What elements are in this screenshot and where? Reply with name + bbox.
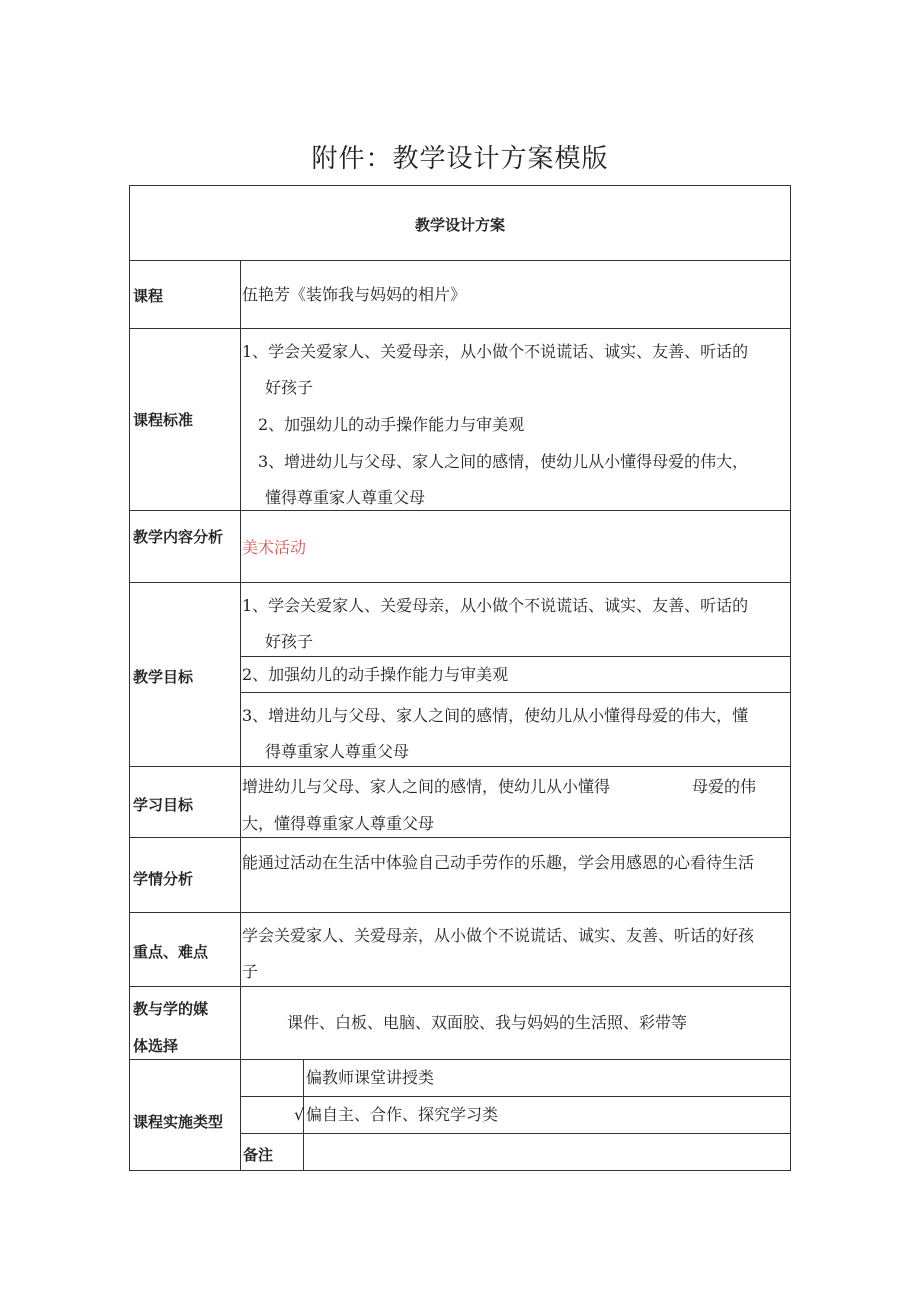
standard-item-3: 3、增进幼儿与父母、家人之间的感情，使幼儿从小懂得母爱的伟大， [258, 452, 749, 471]
objective-item-1: 1、学会关爱家人、关爱母亲，从小做个不说谎话、诚实、友善、听话的 [242, 596, 749, 615]
standard-item-1-cont: 好孩子 [265, 378, 314, 397]
standard-item-2: 2、加强幼儿的动手操作能力与审美观 [258, 415, 525, 434]
row-divider [130, 260, 790, 261]
row-divider [130, 1059, 790, 1060]
media-value: 课件、白板、电脑、双面胶、我与妈妈的生活照、彩带等 [287, 1013, 688, 1032]
objectives-label: 教学目标 [133, 668, 194, 686]
media-label-line1: 教与学的媒 [133, 1000, 209, 1018]
option-2-text: 偏自主、合作、探究学习类 [306, 1105, 499, 1124]
course-value: 伍艳芳《装饰我与妈妈的相片》 [242, 285, 467, 304]
content-analysis-value: 美术活动 [242, 538, 307, 557]
standard-item-1: 1、学会关爱家人、关爱母亲，从小做个不说谎话、诚实、友善、听话的 [242, 342, 749, 361]
learning-goals-line2: 大，懂得尊重家人尊重父母 [242, 814, 435, 833]
learning-goals-label: 学习目标 [133, 796, 194, 814]
row-divider [130, 912, 790, 913]
objective-item-3-cont: 得尊重家人尊重父母 [265, 742, 410, 761]
lesson-plan-table [129, 185, 791, 1171]
objective-item-1-cont: 好孩子 [265, 632, 314, 651]
option-2-check[interactable]: √ [294, 1105, 305, 1124]
learner-analysis-value: 能通过活动在生活中体验自己动手劳作的乐趣，学会用感恩的心看待生活 [242, 853, 755, 872]
course-label: 课程 [133, 287, 164, 305]
row-divider [130, 986, 790, 987]
implementation-label: 课程实施类型 [133, 1113, 224, 1131]
objective-item-2: 2、加强幼儿的动手操作能力与审美观 [242, 665, 509, 684]
row-divider [240, 1133, 790, 1134]
learning-goals-line1-end: 母爱的伟 [692, 777, 757, 796]
row-divider [130, 766, 790, 767]
standard-label: 课程标准 [133, 411, 194, 429]
document-title: 附件：教学设计方案模版 [311, 144, 609, 174]
row-divider [130, 837, 790, 838]
row-divider [130, 510, 790, 511]
learning-goals-line1: 增进幼儿与父母、家人之间的感情，使幼儿从小懂得 [242, 777, 611, 796]
content-analysis-label: 教学内容分析 [133, 528, 224, 546]
key-points-line2: 子 [242, 962, 259, 981]
row-divider [130, 328, 790, 329]
learner-analysis-label: 学情分析 [133, 870, 194, 888]
table-title: 教学设计方案 [414, 216, 505, 234]
standard-item-3-cont: 懂得尊重家人尊重父母 [265, 488, 426, 507]
objective-item-3: 3、增进幼儿与父母、家人之间的感情，使幼儿从小懂得母爱的伟大，懂 [242, 706, 749, 725]
key-points-line1: 学会关爱家人、关爱母亲，从小做个不说谎话、诚实、友善、听话的好孩 [242, 926, 755, 945]
option-1-text: 偏教师课堂讲授类 [306, 1068, 435, 1087]
column-divider [240, 260, 241, 1170]
key-points-label: 重点、难点 [133, 943, 209, 961]
row-divider [130, 582, 790, 583]
remark-label: 备注 [243, 1146, 274, 1164]
media-label-line2: 体选择 [133, 1037, 179, 1055]
